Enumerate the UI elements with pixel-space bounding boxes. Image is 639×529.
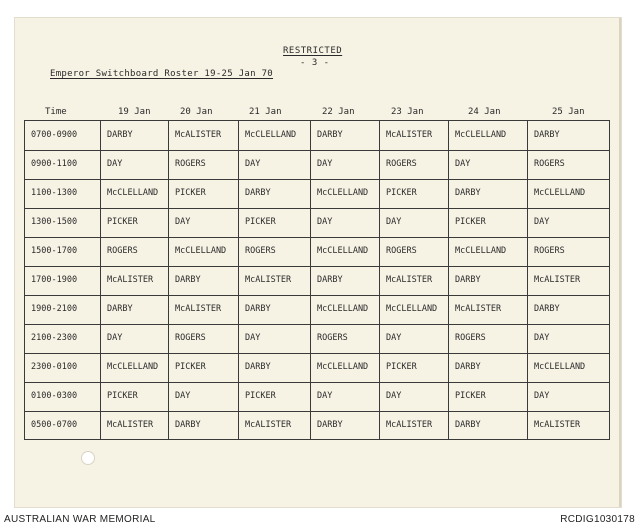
operator-cell: DAY	[101, 150, 169, 179]
operator-cell: PICKER	[101, 382, 169, 411]
operator-cell: DARBY	[449, 411, 528, 440]
operator-cell: McALISTER	[239, 266, 311, 295]
operator-cell: McALISTER	[534, 420, 581, 430]
operator-cell: PICKER	[239, 382, 311, 411]
operator-cell: ROGERS	[169, 324, 239, 353]
operator-cell: McALISTER	[101, 266, 169, 295]
operator-cell: PICKER	[169, 179, 239, 208]
table-row	[25, 121, 609, 151]
operator-cell: PICKER	[449, 208, 528, 237]
operator-cell: McCLELLAND	[534, 362, 586, 372]
operator-cell: McCLELLAND	[311, 353, 380, 382]
operator-cell: DARBY	[534, 130, 560, 140]
time-slot-cell: 0100-0300	[25, 382, 101, 411]
time-slot-cell: 1300-1500	[25, 208, 101, 237]
roster-title: Emperor Switchboard Roster 19-25 Jan 70	[50, 69, 274, 79]
operator-cell: McCLELLAND	[311, 295, 380, 324]
operator-cell: ROGERS	[380, 150, 449, 179]
operator-cell: DAY	[534, 333, 550, 343]
column-header-day: 21 Jan	[249, 107, 282, 117]
column-header-day: 23 Jan	[391, 107, 424, 117]
time-slot-cell: 1500-1700	[25, 237, 101, 266]
table-row	[25, 324, 609, 354]
column-header-day: 24 Jan	[468, 107, 501, 117]
operator-cell: McCLELLAND	[101, 179, 169, 208]
operator-cell: DARBY	[449, 179, 528, 208]
time-slot-cell: 1100-1300	[25, 179, 101, 208]
operator-cell: DAY	[239, 324, 311, 353]
time-slot-cell: 2100-2300	[25, 324, 101, 353]
time-slot-cell: 2300-0100	[25, 353, 101, 382]
page-number: - 3 -	[300, 58, 330, 68]
table-row	[25, 382, 609, 412]
archive-credit: AUSTRALIAN WAR MEMORIAL	[4, 514, 156, 525]
operator-cell: McCLELLAND	[239, 121, 311, 150]
operator-cell: DARBY	[311, 411, 380, 440]
page-edge	[619, 18, 621, 507]
operator-cell: DARBY	[449, 353, 528, 382]
operator-cell: McALISTER	[169, 121, 239, 150]
operator-cell: DAY	[449, 150, 528, 179]
operator-cell: McALISTER	[449, 295, 528, 324]
operator-cell: DAY	[534, 391, 550, 401]
operator-cell: DAY	[101, 324, 169, 353]
operator-cell: McCLELLAND	[380, 295, 449, 324]
table-row	[25, 411, 609, 440]
table-row	[25, 266, 609, 296]
operator-cell: DARBY	[449, 266, 528, 295]
operator-cell: ROGERS	[534, 159, 565, 169]
operator-cell: McALISTER	[380, 411, 449, 440]
operator-cell: McCLELLAND	[311, 179, 380, 208]
operator-cell: McCLELLAND	[101, 353, 169, 382]
time-slot-cell: 0900-1100	[25, 150, 101, 179]
operator-cell: ROGERS	[449, 324, 528, 353]
table-row	[25, 295, 609, 325]
table-row	[25, 208, 609, 238]
operator-cell: DARBY	[239, 353, 311, 382]
operator-cell: DAY	[169, 208, 239, 237]
operator-cell: ROGERS	[101, 237, 169, 266]
table-row	[25, 353, 609, 383]
column-header-day: 22 Jan	[322, 107, 355, 117]
operator-cell: McCLELLAND	[311, 237, 380, 266]
operator-cell: ROGERS	[311, 324, 380, 353]
time-slot-cell: 1900-2100	[25, 295, 101, 324]
operator-cell: PICKER	[239, 208, 311, 237]
operator-cell: DARBY	[239, 295, 311, 324]
punch-hole	[81, 451, 95, 465]
operator-cell: McALISTER	[534, 275, 581, 285]
operator-cell: DAY	[380, 208, 449, 237]
operator-cell: DARBY	[534, 304, 560, 314]
operator-cell: ROGERS	[239, 237, 311, 266]
operator-cell: McCLELLAND	[534, 188, 586, 198]
operator-cell: DAY	[169, 382, 239, 411]
operator-cell: DAY	[534, 217, 550, 227]
operator-cell: PICKER	[380, 179, 449, 208]
table-row	[25, 237, 609, 267]
column-header-day: 19 Jan	[118, 107, 151, 117]
operator-cell: ROGERS	[380, 237, 449, 266]
operator-cell: DARBY	[239, 179, 311, 208]
column-header-day: 20 Jan	[180, 107, 213, 117]
operator-cell: McALISTER	[239, 411, 311, 440]
column-header-day: 25 Jan	[552, 107, 585, 117]
operator-cell: DARBY	[169, 266, 239, 295]
operator-cell: McALISTER	[380, 121, 449, 150]
table-row	[25, 150, 609, 180]
operator-cell: ROGERS	[169, 150, 239, 179]
table-row	[25, 179, 609, 209]
operator-cell: PICKER	[380, 353, 449, 382]
operator-cell: DAY	[380, 382, 449, 411]
operator-cell: DARBY	[169, 411, 239, 440]
operator-cell: ROGERS	[534, 246, 565, 256]
operator-cell: McCLELLAND	[449, 237, 528, 266]
classification-marking: RESTRICTED	[283, 46, 343, 56]
operator-cell: PICKER	[169, 353, 239, 382]
time-slot-cell: 0500-0700	[25, 411, 101, 440]
operator-cell: McALISTER	[169, 295, 239, 324]
operator-cell: DARBY	[311, 266, 380, 295]
operator-cell: DARBY	[311, 121, 380, 150]
operator-cell: McCLELLAND	[169, 237, 239, 266]
operator-cell: DAY	[239, 150, 311, 179]
time-slot-cell: 0700-0900	[25, 121, 101, 150]
operator-cell: DAY	[311, 382, 380, 411]
operator-cell: DAY	[380, 324, 449, 353]
operator-cell: PICKER	[449, 382, 528, 411]
operator-cell: DAY	[311, 208, 380, 237]
archive-reference: RCDIG1030178	[560, 514, 635, 525]
operator-cell: DARBY	[101, 121, 169, 150]
document-page	[15, 18, 621, 507]
operator-cell: DAY	[311, 150, 380, 179]
operator-cell: PICKER	[101, 208, 169, 237]
operator-cell: McCLELLAND	[449, 121, 528, 150]
operator-cell: McALISTER	[101, 411, 169, 440]
operator-cell: DARBY	[101, 295, 169, 324]
operator-cell: McALISTER	[380, 266, 449, 295]
column-header-time: Time	[45, 107, 67, 117]
roster-table	[24, 120, 610, 440]
time-slot-cell: 1700-1900	[25, 266, 101, 295]
